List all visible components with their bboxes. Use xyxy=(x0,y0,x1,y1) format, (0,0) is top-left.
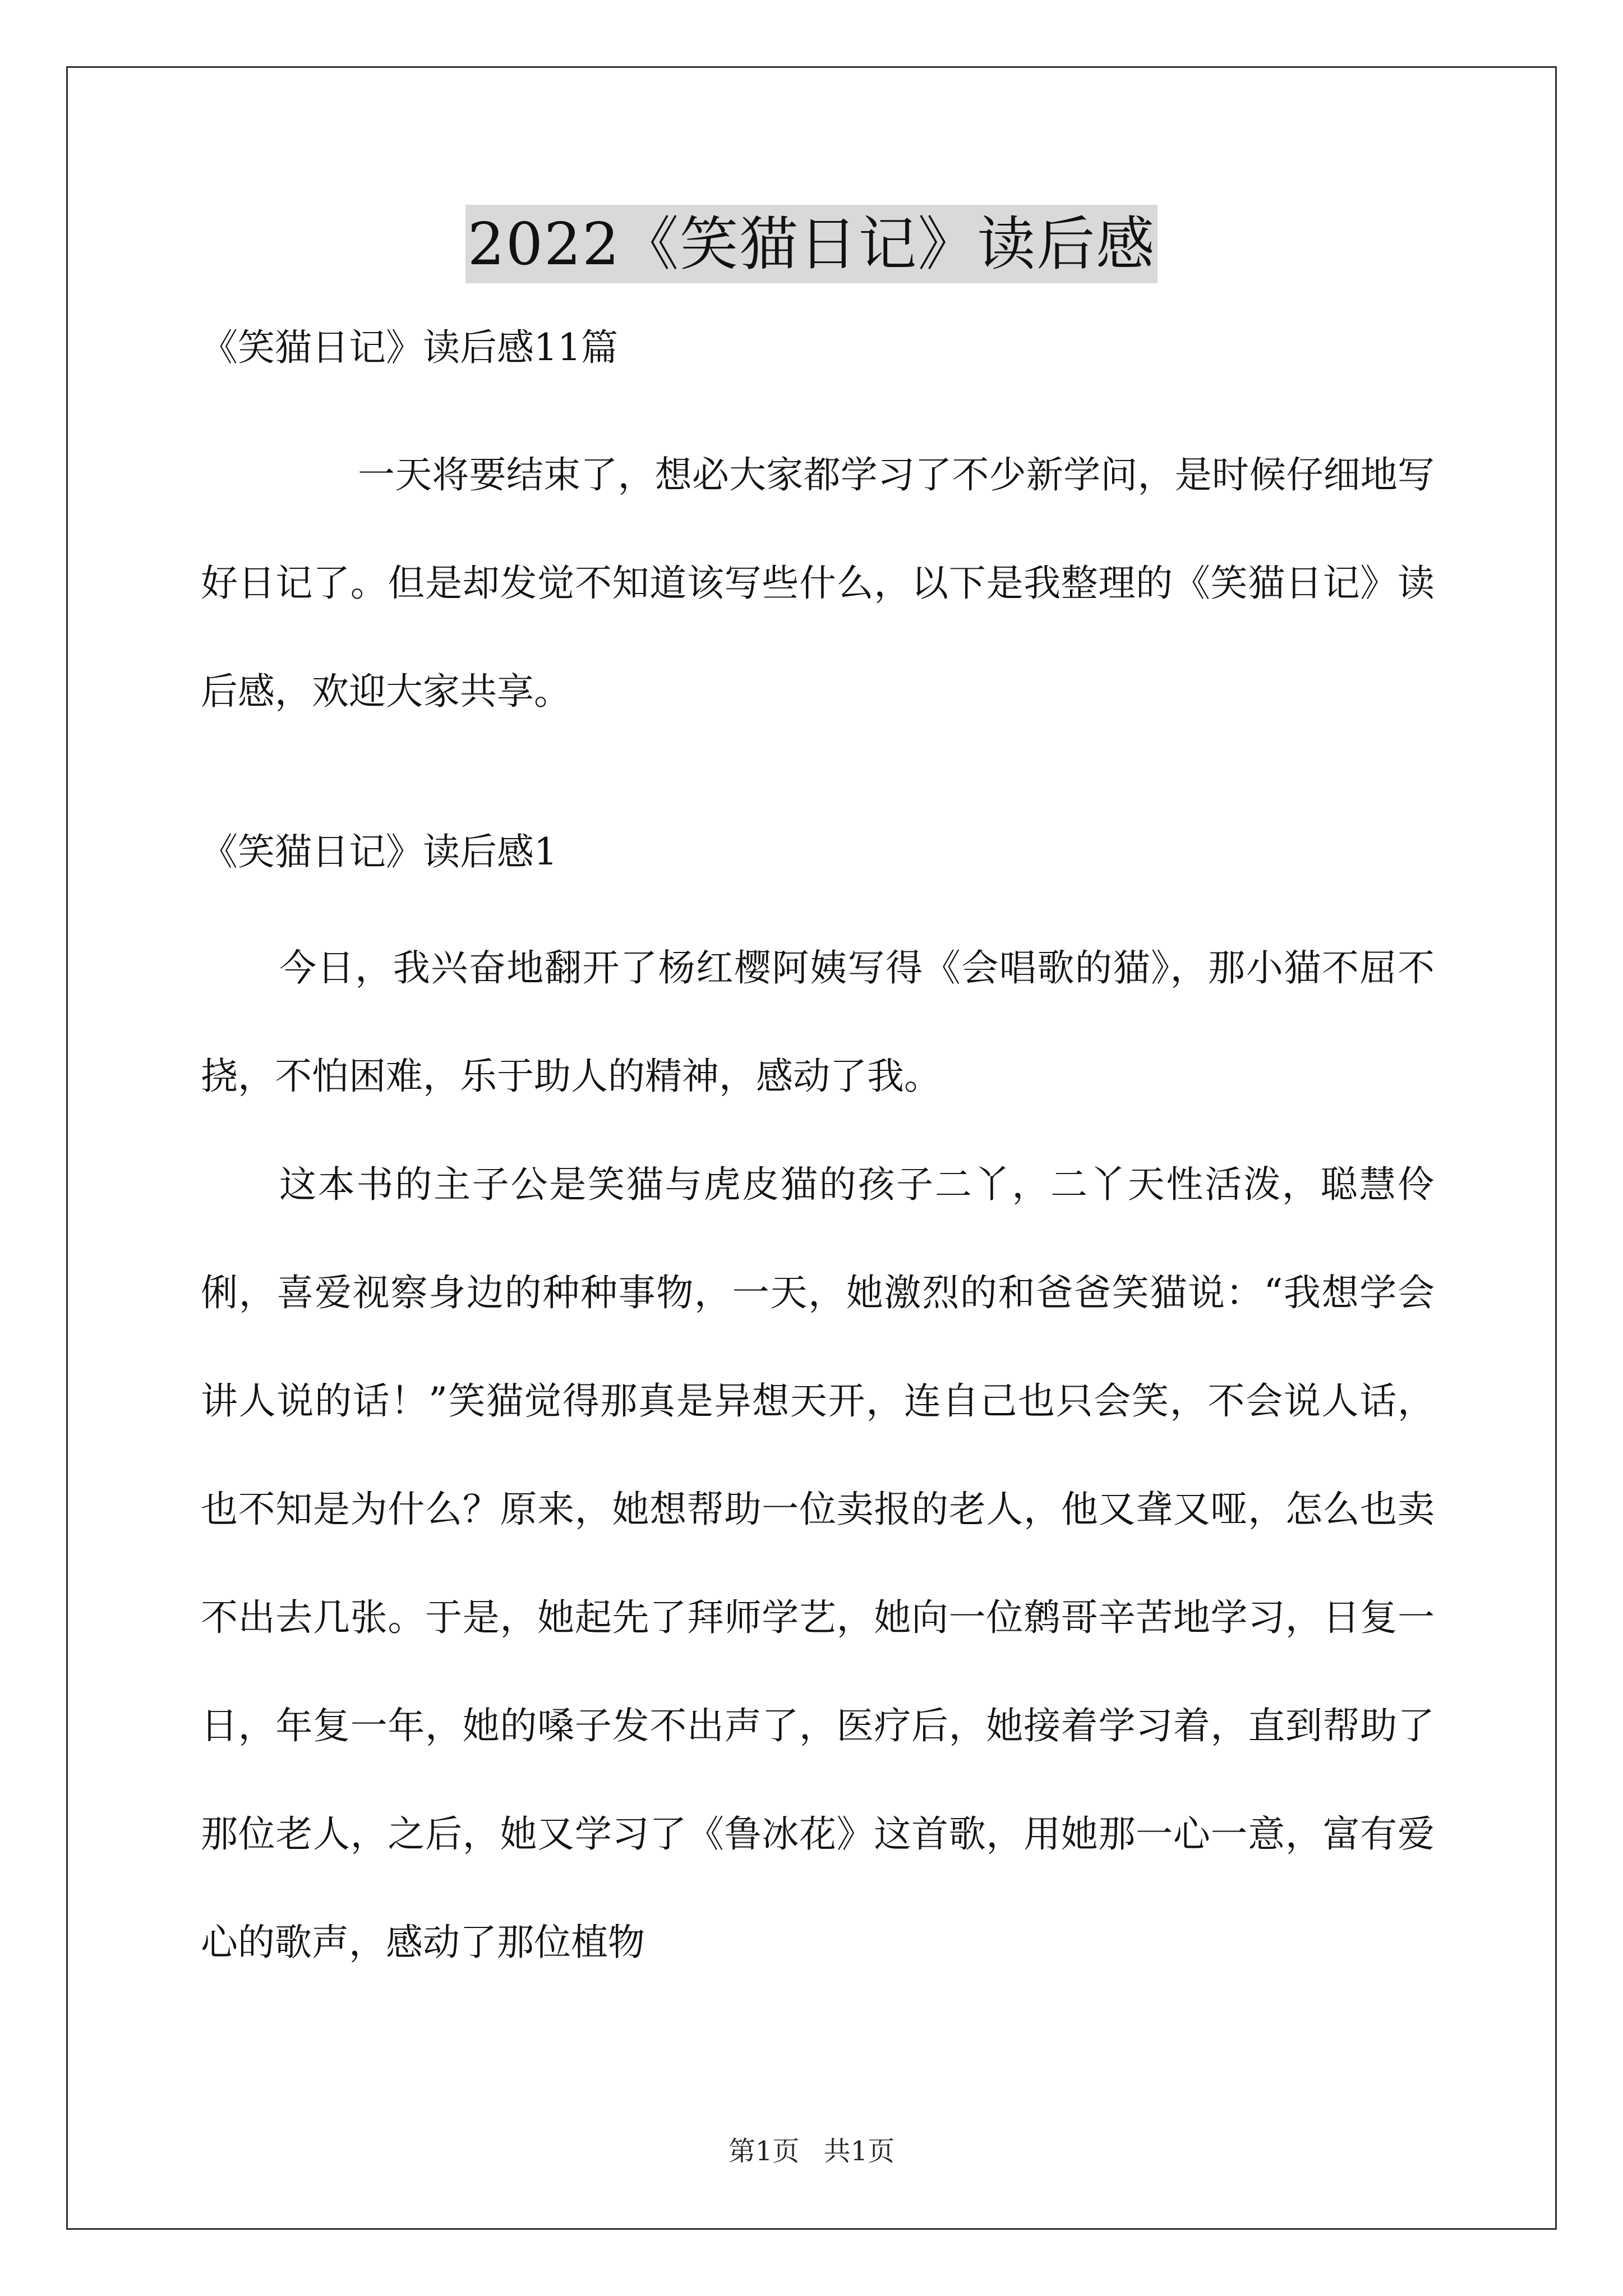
body-paragraph-1: 今日，我兴奋地翻开了杨红樱阿姨写得《会唱歌的猫》，那小猫不屈不挠，不怕困难，乐于助人的精神，感动了我。 xyxy=(201,946,1435,1098)
document-title: 2022《笑猫日记》读后感 xyxy=(465,205,1158,283)
body-paragraph-2: 这本书的主子公是笑猫与虎皮猫的孩子二丫，二丫天性活泼，聪慧伶俐，喜爱视察身边的种种事物，一天，她激烈的和爸爸笑猫说：“我想学会讲人说的话！”笑猫觉得那真是异想天开，连自己也只会笑，不会说人话，也不知是为什么？原来，她想帮助一位卖报的老人，他又聋又哑，怎么也卖不出去几张。于是，她起先了拜师学艺，她向一位鹩哥辛苦地学习，日复一日，年复一年，她的嗓子发不出声了，医疗后，她接着学习着，直到帮助了那位老人，之后，她又学习了《鲁冰花》这首歌，用她那一心一意，富有爱心的歌声，感动了那位植物 xyxy=(201,1163,1435,1964)
document-subtitle: 《笑猫日记》读后感11篇 xyxy=(201,326,618,369)
page-footer xyxy=(0,2134,1623,2168)
document-body xyxy=(201,314,1435,1996)
page-number: 第1页 xyxy=(728,2136,800,2167)
page-total: 共1页 xyxy=(823,2136,895,2167)
section-heading: 《笑猫日记》读后感1 xyxy=(201,830,557,873)
intro-paragraph: 一天将要结束了，想必大家都学习了不少新学问，是时候仔细地写好日记了。但是却发觉不知道该写些什么，以下是我整理的《笑猫日记》读后感，欢迎大家共享。 xyxy=(201,453,1435,713)
title-container xyxy=(0,205,1623,283)
